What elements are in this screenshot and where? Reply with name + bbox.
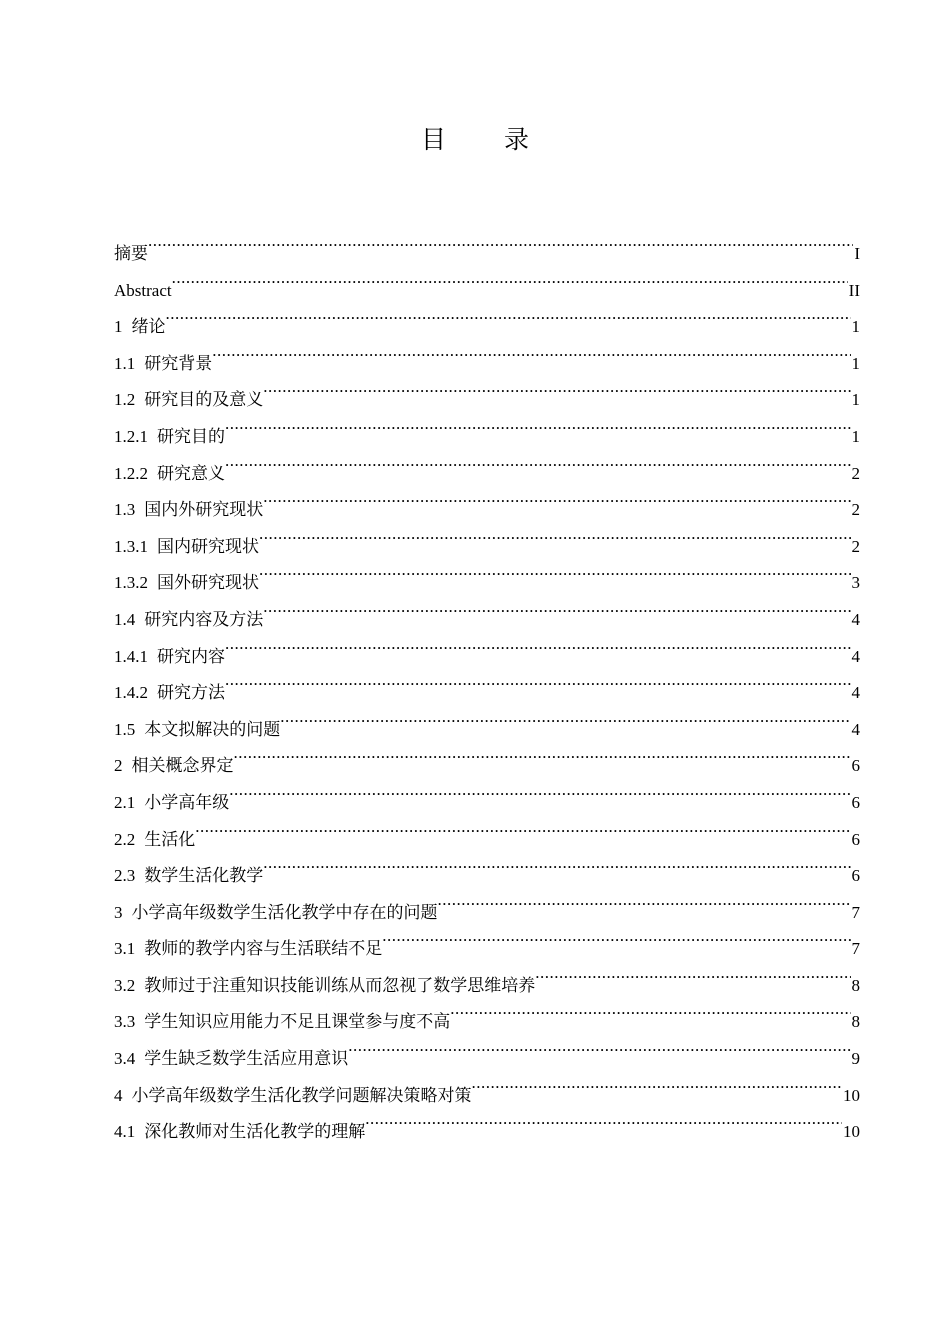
toc-entry-label	[114, 492, 263, 528]
toc-entry-page-number: 10	[843, 1122, 860, 1142]
toc-entry-label	[114, 639, 225, 675]
toc-entry-number: 1.4.1	[114, 646, 148, 666]
dot-leader	[234, 735, 851, 771]
toc-entry-page-number: 4	[851, 719, 860, 739]
toc-entry-number: 1.2.1	[114, 426, 148, 446]
toc-entry-text: 国外研究现状	[157, 573, 259, 593]
dot-leader	[212, 333, 850, 369]
toc-entry[interactable]	[114, 223, 860, 263]
toc-entry-page-number: 10	[843, 1085, 860, 1105]
toc-entry-page-number: 2	[851, 500, 860, 520]
toc-entry-text: 教师的教学内容与生活联结不足	[144, 939, 383, 959]
toc-entry-text: 国内外研究现状	[144, 500, 264, 520]
toc-entry-number: 1.2.2	[114, 463, 148, 483]
dot-leader	[225, 443, 851, 479]
dot-leader	[195, 809, 850, 845]
toc-entry-page-number: 6	[851, 756, 860, 776]
toc-entry-page-number: 1	[851, 317, 860, 337]
toc-entry-number: 2.2	[114, 829, 136, 849]
toc-entry[interactable]	[114, 333, 860, 373]
toc-entry-text: 小学高年级数学生活化教学问题解决策略对策	[131, 1085, 472, 1105]
toc-entry-number: 1.3.2	[114, 573, 148, 593]
toc-entry-page-number: 3	[851, 573, 860, 593]
toc-entry-page-number: II	[848, 280, 860, 300]
dot-leader	[172, 260, 848, 296]
dot-leader	[166, 296, 851, 332]
toc-entry[interactable]	[114, 260, 860, 300]
toc-entry-page-number: 7	[851, 902, 860, 922]
toc-entry-text: 小学高年级	[144, 792, 230, 812]
toc-entry-text: 生活化	[144, 829, 196, 849]
toc-entry-text: 学生知识应用能力不足且课堂参与度不高	[144, 1012, 451, 1032]
toc-entry-page-number: 2	[851, 536, 860, 556]
dot-leader	[263, 479, 850, 515]
toc-entry-page-number: 4	[851, 683, 860, 703]
toc-entry-label	[114, 309, 166, 345]
toc-entry-number: 3.2	[114, 975, 136, 995]
toc-entry[interactable]	[114, 845, 860, 886]
toc-entry-page-number: 8	[851, 1012, 860, 1032]
toc-entry-label	[114, 1041, 348, 1077]
toc-entry-number: 2.1	[114, 792, 136, 812]
toc-entry-page-number: 6	[851, 829, 860, 849]
table-of-contents	[114, 223, 860, 1142]
toc-entry[interactable]	[114, 369, 860, 410]
toc-entry-text: 绪论	[131, 317, 166, 337]
toc-entry-text: 数学生活化教学	[144, 866, 264, 886]
toc-entry-page-number: I	[854, 244, 860, 263]
toc-entry-number: 3	[114, 902, 123, 922]
dot-leader	[225, 626, 851, 662]
toc-entry-label	[114, 419, 225, 455]
toc-entry-number: 4.1	[114, 1122, 136, 1142]
toc-entry-text: 学生缺乏数学生活应用意识	[144, 1049, 349, 1069]
toc-entry[interactable]	[114, 809, 860, 849]
toc-entry-label	[114, 748, 234, 784]
page-title: 目 录	[421, 125, 554, 154]
toc-entry-label	[114, 456, 225, 492]
dot-leader	[472, 1065, 843, 1101]
toc-entry[interactable]	[114, 443, 860, 483]
toc-entry-number: 3.1	[114, 939, 136, 959]
toc-entry-page-number: 1	[851, 353, 860, 373]
dot-leader	[535, 955, 850, 991]
toc-entry-text: 深化教师对生活化教学的理解	[144, 1122, 366, 1142]
toc-entry[interactable]	[114, 662, 860, 703]
toc-entry-page-number: 8	[851, 975, 860, 995]
toc-entry-text: 相关概念界定	[131, 756, 234, 776]
toc-entry-label	[114, 346, 212, 382]
dot-leader	[229, 772, 850, 808]
toc-entry-label	[114, 236, 148, 272]
toc-entry-text: 本文拟解决的问题	[144, 719, 281, 739]
toc-entry-page-number: 6	[851, 866, 860, 886]
dot-leader	[263, 845, 850, 881]
toc-entry-page-number: 7	[851, 939, 860, 959]
dot-leader	[225, 662, 851, 698]
toc-entry-label	[114, 675, 225, 711]
dot-leader	[348, 1028, 850, 1064]
dot-leader	[450, 991, 850, 1027]
toc-entry[interactable]	[114, 699, 860, 739]
toc-entry-text: 国内研究现状	[157, 536, 259, 556]
dot-leader	[225, 406, 851, 442]
toc-entry-label	[114, 1114, 365, 1150]
toc-entry-label	[114, 529, 259, 565]
toc-entry[interactable]	[114, 479, 860, 520]
toc-entry-text: 研究背景	[144, 353, 213, 373]
toc-entry-text: 研究内容及方法	[144, 609, 264, 629]
toc-entry-text: 研究方法	[157, 683, 225, 703]
dot-leader	[280, 699, 850, 735]
toc-entry-number: 3.3	[114, 1012, 136, 1032]
dot-leader	[263, 589, 850, 625]
toc-entry-page-number: 1	[851, 390, 860, 410]
toc-entry-page-number: 4	[851, 646, 860, 666]
toc-entry-number: 1.4.2	[114, 683, 148, 703]
toc-entry-text: Abstract	[114, 280, 172, 300]
toc-entry-number: 1.2	[114, 390, 136, 410]
toc-entry-label	[114, 858, 263, 894]
toc-entry[interactable]	[114, 406, 860, 446]
toc-entry-label	[114, 273, 172, 309]
toc-entry-page-number: 1	[851, 426, 860, 446]
toc-entry-label	[114, 565, 259, 601]
dot-leader	[259, 516, 851, 552]
dot-leader	[148, 223, 853, 259]
dot-leader	[438, 882, 851, 918]
toc-entry-text: 小学高年级数学生活化教学中存在的问题	[131, 902, 438, 922]
toc-entry-page-number: 2	[851, 463, 860, 483]
dot-leader	[263, 369, 850, 405]
toc-entry-number: 2	[114, 756, 123, 776]
toc-entry-text: 研究目的及意义	[144, 390, 264, 410]
toc-entry-page-number: 9	[851, 1049, 860, 1069]
toc-entry-text: 研究意义	[157, 463, 225, 483]
toc-entry-number: 4	[114, 1085, 123, 1105]
toc-entry-label	[114, 822, 195, 858]
toc-entry-number: 1.5	[114, 719, 136, 739]
toc-entry-text: 摘要	[114, 244, 148, 263]
toc-entry-number: 1.3	[114, 500, 136, 520]
toc-entry-text: 研究目的	[157, 426, 225, 446]
toc-entry-number: 1.1	[114, 353, 136, 373]
toc-entry-label	[114, 931, 382, 967]
toc-entry-page-number: 6	[851, 792, 860, 812]
toc-entry-number: 1.3.1	[114, 536, 148, 556]
dot-leader	[365, 1101, 842, 1137]
toc-entry-number: 3.4	[114, 1049, 136, 1069]
toc-entry-number: 2.3	[114, 866, 136, 886]
dot-leader	[259, 552, 851, 588]
dot-leader	[382, 918, 850, 954]
toc-entry-text: 教师过于注重知识技能训练从而忽视了数学思维培养	[144, 975, 536, 995]
toc-entry-page-number: 4	[851, 609, 860, 629]
toc-entry-text: 研究内容	[157, 646, 225, 666]
toc-entry[interactable]	[114, 626, 860, 666]
toc-entry-number: 1	[114, 317, 123, 337]
toc-entry-number: 1.4	[114, 609, 136, 629]
toc-entry[interactable]	[114, 296, 860, 337]
